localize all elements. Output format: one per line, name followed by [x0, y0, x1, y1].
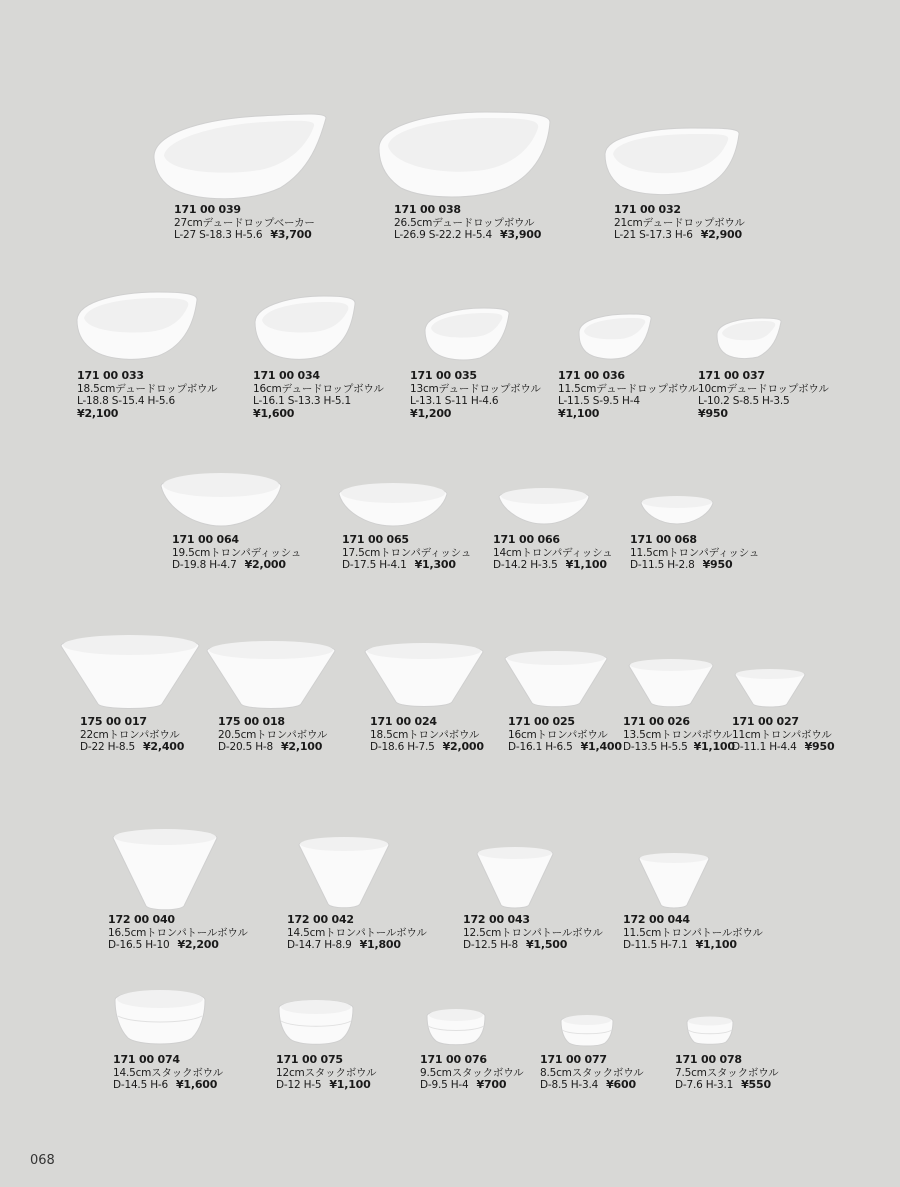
product-name: 11.5cmデュードロップボウル [558, 382, 699, 395]
product-price: ¥2,100 [280, 740, 323, 753]
product-name: 13.5cmトロンパボウル [623, 728, 733, 741]
product-size: L-16.1 S-13.3 H-5.1 [253, 395, 351, 407]
product-size: D-14.5 H-6 [113, 1079, 168, 1091]
product-price: ¥2,000 [442, 740, 484, 753]
product-price: ¥1,100 [693, 740, 735, 753]
product-name: 10cmデュードロップボウル [698, 382, 829, 395]
product-code: 171 00 036 [558, 369, 625, 382]
product-name: 16cmデュードロップボウル [253, 382, 384, 395]
product-price: ¥1,100 [565, 558, 607, 571]
product-code: 171 00 066 [493, 533, 560, 546]
product-code: 172 00 040 [108, 913, 175, 926]
product-name: 12cmスタックボウル [276, 1066, 377, 1079]
product-size: D-11.1 H-4.4 [732, 741, 797, 753]
product-size: L-13.1 S-11 H-4.6 [410, 395, 499, 407]
product-size: D-16.5 H-10 [108, 939, 170, 951]
product-size: D-19.8 H-4.7 [172, 559, 237, 571]
product-price: ¥1,400 [580, 740, 622, 753]
product-price: ¥1,600 [175, 1078, 218, 1091]
product-code: 171 00 078 [675, 1053, 742, 1066]
trompa-bowl-image [58, 632, 202, 712]
product-name: 26.5cmデュードロップボウル [394, 216, 535, 229]
dewdrop-bowl-image [714, 316, 784, 362]
trompa-dish-image [496, 484, 592, 528]
product-code: 172 00 044 [623, 913, 690, 926]
product-name: 12.5cmトロンパトールボウル [463, 926, 603, 939]
product-code: 171 00 027 [732, 715, 799, 728]
stack-bowl-image [112, 986, 208, 1048]
product-price: ¥1,100 [558, 406, 600, 420]
dewdrop-bowl-image [602, 124, 742, 198]
product-price: ¥2,000 [244, 558, 286, 571]
product-code: 171 00 033 [77, 369, 144, 382]
product-code: 171 00 064 [172, 533, 239, 546]
product-price: ¥1,800 [359, 938, 401, 951]
trompa-bowl-image [362, 640, 486, 710]
product-size: D-9.5 H-4 [420, 1079, 469, 1091]
product-code: 171 00 024 [370, 715, 437, 728]
trompa-dish-image [158, 468, 284, 530]
product-price: ¥550 [741, 1078, 771, 1091]
product-price: ¥950 [698, 406, 728, 420]
product-size: L-18.8 S-15.4 H-5.6 [77, 395, 175, 407]
product-price: ¥1,500 [525, 938, 568, 951]
product-price: ¥1,300 [414, 558, 456, 571]
page-number: 068 [30, 1153, 55, 1168]
product-price: ¥700 [476, 1078, 507, 1091]
dewdrop-bowl-image [422, 306, 512, 362]
product-code: 171 00 065 [342, 533, 409, 546]
trompa-bowl-image [626, 656, 716, 710]
product-price: ¥1,600 [253, 406, 295, 420]
product-name: 18.5cmトロンパボウル [370, 728, 480, 741]
product-name: 17.5cmトロンパディッシュ [342, 546, 472, 559]
product-size: D-11.5 H-7.1 [623, 939, 688, 951]
product-name: 27cmデュードロップベーカー [174, 216, 315, 229]
product-code: 175 00 018 [218, 715, 285, 728]
product-name: 7.5cmスタックボウル [675, 1066, 779, 1079]
product-price: ¥600 [606, 1078, 636, 1091]
product-size: L-26.9 S-22.2 H-5.4 [394, 229, 492, 241]
product-code: 171 00 068 [630, 533, 697, 546]
trompa-bowl-image [502, 648, 610, 710]
product-price: ¥950 [804, 740, 835, 753]
trompa-bowl-image [732, 666, 808, 710]
product-name: 13cmデュードロップボウル [410, 382, 541, 395]
product-name: 14cmトロンパディッシュ [493, 546, 613, 559]
product-price: ¥3,700 [270, 228, 312, 241]
product-name: 19.5cmトロンパディッシュ [172, 546, 302, 559]
product-size: L-21 S-17.3 H-6 [614, 229, 693, 241]
product-price: ¥1,100 [329, 1078, 371, 1091]
product-name: 11.5cmトロンパディッシュ [630, 546, 760, 559]
product-code: 172 00 043 [463, 913, 530, 926]
product-code: 171 00 034 [253, 369, 320, 382]
product-name: 11.5cmトロンパトールボウル [623, 926, 763, 939]
product-name: 14.5cmトロンパトールボウル [287, 926, 427, 939]
trompa-tall-bowl-image [636, 850, 712, 910]
dewdrop-bowl-image [376, 108, 554, 200]
product-price: ¥950 [702, 558, 733, 571]
product-code: 171 00 032 [614, 203, 681, 216]
stack-bowl-image [558, 1012, 616, 1050]
product-name: 21cmデュードロップボウル [614, 216, 745, 229]
dewdrop-bowl-image [576, 312, 654, 362]
product-name: 14.5cmスタックボウル [113, 1066, 223, 1079]
stack-bowl-image [424, 1006, 488, 1048]
trompa-tall-bowl-image [110, 826, 220, 912]
stack-bowl-image [276, 996, 356, 1048]
stack-bowl-image [684, 1014, 736, 1048]
product-name: 20.5cmトロンパボウル [218, 728, 328, 741]
product-size: D-18.6 H-7.5 [370, 741, 435, 753]
product-code: 171 00 035 [410, 369, 477, 382]
product-name: 16.5cmトロンパトールボウル [108, 926, 248, 939]
product-size: L-11.5 S-9.5 H-4 [558, 395, 640, 407]
product-name: 18.5cmデュードロップボウル [77, 382, 218, 395]
trompa-dish-image [336, 478, 450, 530]
product-size: L-27 S-18.3 H-5.6 [174, 229, 263, 241]
product-code: 171 00 075 [276, 1053, 343, 1066]
product-code: 171 00 037 [698, 369, 765, 382]
trompa-tall-bowl-image [474, 844, 556, 910]
product-price: ¥2,900 [700, 228, 742, 241]
product-price: ¥1,100 [695, 938, 737, 951]
product-price: ¥2,100 [77, 406, 119, 420]
product-code: 171 00 026 [623, 715, 690, 728]
product-price: ¥2,400 [142, 740, 185, 753]
product-size: L-10.2 S-8.5 H-3.5 [698, 395, 790, 407]
product-price: ¥3,900 [499, 228, 542, 241]
product-size: D-14.7 H-8.9 [287, 939, 352, 951]
product-code: 171 00 076 [420, 1053, 487, 1066]
product-code: 171 00 074 [113, 1053, 180, 1066]
product-name: 16cmトロンパボウル [508, 728, 608, 741]
product-code: 171 00 025 [508, 715, 575, 728]
product-size: D-13.5 H-5.5 [623, 741, 688, 753]
dewdrop-bowl-image [74, 290, 200, 362]
product-name: 8.5cmスタックボウル [540, 1066, 644, 1079]
product-size: D-11.5 H-2.8 [630, 559, 695, 571]
product-size: D-7.6 H-3.1 [675, 1079, 734, 1091]
product-size: D-17.5 H-4.1 [342, 559, 407, 571]
product-size: D-22 H-8.5 [80, 741, 135, 753]
trompa-tall-bowl-image [296, 834, 392, 910]
product-name: 9.5cmスタックボウル [420, 1066, 524, 1079]
dewdrop-baker-image [150, 110, 330, 202]
trompa-bowl-image [204, 638, 338, 712]
product-size: D-20.5 H-8 [218, 741, 273, 753]
product-size: D-12 H-5 [276, 1079, 322, 1091]
product-code: 175 00 017 [80, 715, 147, 728]
product-size: D-14.2 H-3.5 [493, 559, 558, 571]
product-code: 171 00 077 [540, 1053, 607, 1066]
product-name: 11cmトロンパボウル [732, 728, 832, 741]
product-code: 171 00 039 [174, 203, 241, 216]
product-size: D-16.1 H-6.5 [508, 741, 573, 753]
product-name: 22cmトロンパボウル [80, 728, 180, 741]
product-price: ¥2,200 [177, 938, 219, 951]
product-size: D-12.5 H-8 [463, 939, 518, 951]
trompa-dish-image [638, 492, 716, 528]
product-code: 171 00 038 [394, 203, 461, 216]
dewdrop-bowl-image [252, 294, 358, 362]
product-size: D-8.5 H-3.4 [540, 1079, 599, 1091]
product-code: 172 00 042 [287, 913, 354, 926]
product-price: ¥1,200 [410, 406, 452, 420]
